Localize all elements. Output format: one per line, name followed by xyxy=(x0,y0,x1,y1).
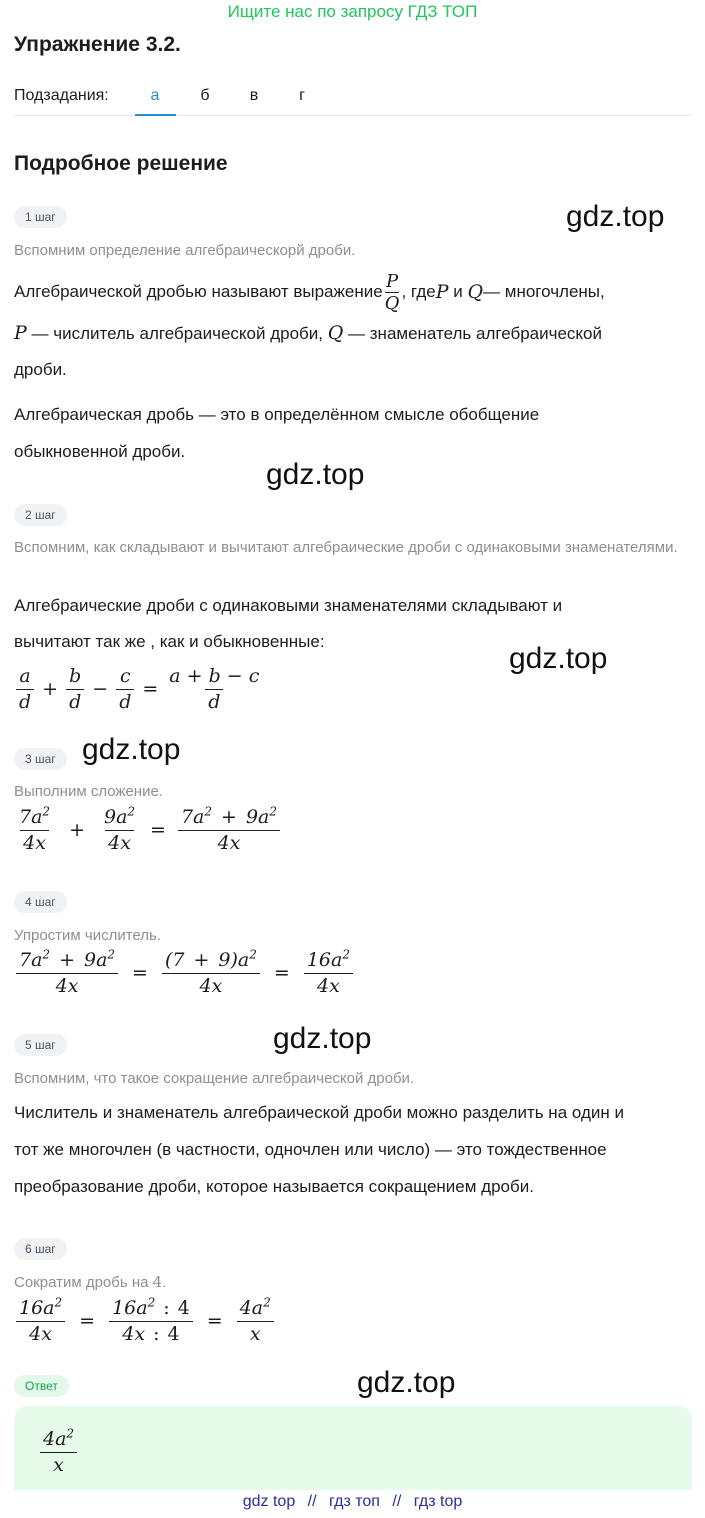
answer-formula xyxy=(38,1428,79,1476)
term: 4a xyxy=(239,1297,264,1319)
operator: = xyxy=(132,962,148,984)
step-1-text: — многочлены, xyxy=(483,282,605,301)
top-banner: Ищите нас по запросу ГДЗ ТОП xyxy=(227,2,478,21)
denominator: 4x xyxy=(16,973,118,997)
exponent: 2 xyxy=(127,804,136,819)
operator: + xyxy=(59,949,75,971)
subtasks-nav xyxy=(14,78,692,116)
numerator: a xyxy=(19,665,31,687)
math-var-q: Q xyxy=(327,322,344,344)
watermark: gdz.top xyxy=(509,642,608,675)
watermark: gdz.top xyxy=(266,458,365,491)
step-2-badge: 2 шаг xyxy=(14,504,67,526)
numerator xyxy=(237,1297,274,1321)
denominator: 4x xyxy=(20,830,49,854)
numerator xyxy=(16,1297,65,1321)
numerator xyxy=(40,1428,77,1452)
step-2-hint: Вспомним, как складывают и вычитают алгебраические дроби с одинаковыми знаменателями. xyxy=(14,539,678,556)
step-6-badge: 6 шаг xyxy=(14,1238,67,1260)
math-var-p: P xyxy=(435,281,449,303)
subtask-tab-g[interactable]: г xyxy=(299,87,305,104)
term: 9a xyxy=(83,949,108,971)
term: 7a xyxy=(19,949,43,971)
subtask-tab-v[interactable]: в xyxy=(249,87,259,104)
step-1-text: — числитель алгебраической дроби, xyxy=(26,324,328,343)
numerator xyxy=(109,1297,193,1321)
operator: : xyxy=(153,1323,160,1345)
step-4-hint: Упростим числитель. xyxy=(14,927,161,944)
hint-text: Сократим дробь на xyxy=(14,1274,153,1291)
fraction xyxy=(166,665,262,713)
fraction xyxy=(16,949,118,997)
step-1-definition-line1 xyxy=(14,264,694,320)
term: 16a xyxy=(19,1297,55,1319)
section-title: Подробное решение xyxy=(14,152,228,175)
denominator: d xyxy=(116,689,134,713)
step-2-text-line2: вычитают так же , как и обыкновенные: xyxy=(14,632,325,651)
fraction xyxy=(109,1297,193,1345)
operator: + xyxy=(193,949,210,971)
denominator: x xyxy=(237,1321,274,1345)
term: (7 xyxy=(164,949,185,971)
step-3-badge: 3 шаг xyxy=(14,748,67,770)
exponent: 2 xyxy=(147,1295,156,1310)
fraction xyxy=(16,665,34,713)
math-var-q: Q xyxy=(467,281,484,303)
denominator: d xyxy=(16,689,34,713)
step-1-badge: 1 шаг xyxy=(14,206,67,228)
math-var-p: P xyxy=(14,322,27,344)
fraction xyxy=(16,806,53,854)
exponent: 2 xyxy=(263,1295,271,1310)
denominator: 4x xyxy=(178,830,280,854)
watermark: gdz.top xyxy=(566,200,665,233)
subtasks-label: Подзадания: xyxy=(14,87,109,104)
step-1-text: Алгебраической дробью называют выражение xyxy=(14,282,383,301)
numerator xyxy=(178,806,280,830)
exponent: 2 xyxy=(269,804,278,819)
fraction xyxy=(162,949,260,997)
denominator: d xyxy=(205,689,223,713)
fraction-denominator: Q xyxy=(384,292,400,314)
operator: = xyxy=(206,1310,223,1332)
operator: + xyxy=(69,819,85,841)
operator: = xyxy=(273,962,290,984)
footer-link-gdz-top-ru[interactable]: гдз топ xyxy=(329,1493,380,1510)
step-1-definition-line2 xyxy=(14,322,694,344)
exponent: 2 xyxy=(204,804,213,819)
fraction-numerator: P xyxy=(385,270,399,292)
step-5-hint: Вспомним, что такое сокращение алгебраической дроби. xyxy=(14,1070,415,1087)
watermark: gdz.top xyxy=(273,1022,372,1055)
watermark: gdz.top xyxy=(357,1366,456,1399)
fraction xyxy=(66,665,84,713)
hint-number: 4 xyxy=(152,1273,163,1291)
exponent: 2 xyxy=(66,1426,75,1441)
exponent: 2 xyxy=(107,947,116,962)
fraction xyxy=(237,1297,274,1345)
step-5-badge: 5 шаг xyxy=(14,1034,67,1056)
step-1-note-line1: Алгебраическая дробь — это в определённом смысле обобщение xyxy=(14,405,540,424)
numerator xyxy=(162,949,260,973)
exponent: 2 xyxy=(342,947,350,962)
fraction-p-over-q xyxy=(385,271,400,314)
denominator: 4x xyxy=(16,1321,65,1345)
step-2-text-line1: Алгебраические дроби с одинаковыми знаменателями складывают и xyxy=(14,596,563,615)
term: 16a xyxy=(306,949,343,971)
fraction xyxy=(178,806,280,854)
numerator xyxy=(16,949,118,973)
step-1-definition-line3: дроби. xyxy=(14,360,67,379)
term: 4 xyxy=(177,1297,190,1319)
active-tab-indicator xyxy=(135,114,176,116)
denominator: 4x xyxy=(105,830,134,854)
step-1-text: и xyxy=(448,282,468,301)
term: 4 xyxy=(167,1323,180,1345)
step-5-text-line3: преобразование дроби, которое называется сокращением дроби. xyxy=(14,1177,534,1196)
exponent: 2 xyxy=(249,947,257,962)
step-3-hint: Выполним сложение. xyxy=(14,783,163,800)
fraction xyxy=(116,665,134,713)
page-title: Упражнение 3.2. xyxy=(14,33,181,56)
exponent: 2 xyxy=(42,947,51,962)
fraction xyxy=(16,1297,65,1345)
denominator: 4x xyxy=(304,973,353,997)
step-4-badge: 4 шаг xyxy=(14,891,67,913)
operator: + xyxy=(221,806,237,828)
term: 9a xyxy=(103,806,128,828)
fraction xyxy=(40,1428,77,1476)
footer-separator: // xyxy=(307,1493,317,1510)
operator: + xyxy=(42,678,59,700)
denominator: 4x xyxy=(162,973,260,997)
step-1-note-line2: обыкновенной дроби. xyxy=(14,442,186,461)
term: 9a xyxy=(245,806,270,828)
step-2-formula xyxy=(14,665,264,713)
term: 7a xyxy=(180,806,205,828)
step-6-hint xyxy=(14,1271,694,1294)
exponent: 2 xyxy=(42,804,51,819)
answer-badge: Ответ xyxy=(14,1375,69,1397)
fraction xyxy=(101,806,138,854)
operator: = xyxy=(142,678,159,700)
watermark: gdz.top xyxy=(82,733,181,766)
term: 7a xyxy=(19,806,43,828)
operator: − xyxy=(92,678,109,700)
footer-separator: // xyxy=(392,1493,402,1510)
term: 4x xyxy=(122,1323,146,1345)
denominator: d xyxy=(66,689,84,713)
numerator: c xyxy=(119,665,131,687)
step-4-formula xyxy=(14,949,355,997)
numerator xyxy=(101,806,138,830)
fraction xyxy=(304,949,353,997)
footer-links xyxy=(0,1493,705,1511)
numerator: a + b − c xyxy=(169,665,260,687)
denominator xyxy=(109,1321,193,1345)
step-1-hint: Вспомним определение алгебраическорй дроби. xyxy=(14,242,356,259)
operator: = xyxy=(79,1310,96,1332)
denominator: x xyxy=(40,1452,77,1476)
term: 4a xyxy=(43,1428,67,1450)
term: 9)a xyxy=(218,949,250,971)
step-5-text-line2: тот же многочлен (в частности, одночлен или число) — это тождественное xyxy=(14,1140,607,1159)
operator: : xyxy=(163,1297,170,1319)
step-5-text-line1: Числитель и знаменатель алгебраической дроби можно разделить на один и xyxy=(14,1103,624,1122)
step-1-text: — знаменатель алгебраической xyxy=(343,324,602,343)
numerator xyxy=(16,806,53,830)
footer-link-gdz-top-mixed[interactable]: гдз top xyxy=(413,1493,463,1510)
exponent: 2 xyxy=(54,1295,63,1310)
footer-link-gdz-top[interactable]: gdz top xyxy=(242,1493,296,1510)
answer-box xyxy=(14,1406,692,1490)
hint-text: . xyxy=(162,1274,167,1291)
numerator xyxy=(304,949,353,973)
numerator: b xyxy=(69,665,82,687)
step-6-formula xyxy=(14,1297,276,1345)
operator: = xyxy=(150,819,166,841)
step-3-formula xyxy=(14,806,282,854)
subtask-tab-a[interactable]: а xyxy=(150,87,160,104)
term: 16a xyxy=(112,1297,148,1319)
step-1-text: , где xyxy=(401,282,436,301)
subtask-tab-b[interactable]: б xyxy=(200,87,210,104)
